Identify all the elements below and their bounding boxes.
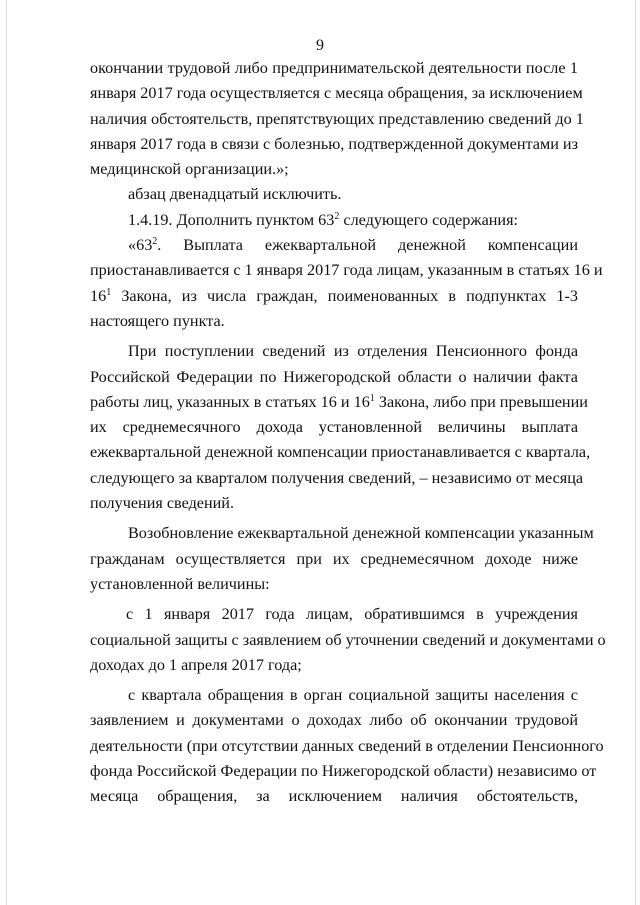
text-line: установленной величины: <box>90 574 270 593</box>
text-line: Возобновление ежеквартальной денежной компенсации указанным <box>128 524 594 543</box>
text-line: Российской Федерации по Нижегородской области о наличии факта <box>90 367 578 386</box>
text-line: работы лиц, указанных в статьях 16 и $16^1$ Закона, либо при превышении <box>90 392 588 411</box>
text-line: медицинской организации.»; <box>90 160 289 179</box>
text-line: месяца обращения, за исключением наличия обстоятельств, <box>90 787 578 806</box>
paragraph-clause-1-4-19 <box>90 208 578 233</box>
text-line: деятельности (при отсутствии данных сведений в отделении Пенсионного <box>90 736 604 755</box>
paragraph-pension-fund <box>90 339 591 516</box>
scan-edge-right <box>635 0 636 905</box>
text-line: фонда Российской Федерации по Нижегородской области) независимо от <box>90 762 597 781</box>
paragraph-resumption <box>90 521 594 597</box>
paragraph-exclude <box>90 182 578 207</box>
document-body <box>90 56 606 810</box>
text-line: окончании трудовой либо предпринимательской деятельности после 1 <box>90 59 578 77</box>
text-line: При поступлении сведений из отделения Пенсионного фонда <box>128 342 578 361</box>
text-line: доходах до 1 апреля 2017 года; <box>90 655 302 674</box>
text-line: с 1 января 2017 года лицам, обратившимся в учреждения <box>126 605 578 624</box>
text-line: приостанавливается с 1 января 2017 года лицам, указанным в статьях 16 и <box>90 261 603 280</box>
text-line: получения сведений. <box>90 494 235 513</box>
text-line: января 2017 года в связи с болезнью, подтвержденной документами из <box>90 134 578 153</box>
text-line: социальной защиты с заявлением об уточнении сведений и документами о <box>90 630 606 649</box>
page-number: 9 <box>316 37 324 54</box>
text-line: наличия обстоятельств, препятствующих представлению сведений до 1 <box>90 109 584 128</box>
text-line: их среднемесячного дохода установленной величины выплата <box>90 418 578 437</box>
paragraph-from-quarter <box>90 683 604 809</box>
paragraph-item-63-2 <box>90 233 603 334</box>
paragraph-from-january <box>90 602 606 678</box>
text-line: с квартала обращения в орган социальной защиты населения с <box>128 686 578 705</box>
text-line: гражданам осуществляется при их среднемесячном доходе ниже <box>90 549 578 568</box>
text-line: ежеквартальной денежной компенсации приостанавливается с квартала, <box>90 443 591 462</box>
text-line: $16^1$ Закона, из числа граждан, поименованных в подпунктах 1-3 <box>90 286 578 305</box>
text-line: абзац двенадцатый исключить. <box>128 185 342 204</box>
scan-edge-left <box>6 0 7 905</box>
text-line: 1.4.19. Дополнить пунктом $63^2$ следующего содержания: <box>128 210 519 229</box>
text-line: настоящего пункта. <box>90 311 225 330</box>
text-line: следующего за кварталом получения сведений, – независимо от месяца <box>90 468 584 487</box>
text-line: «$63^2$. Выплата ежеквартальной денежной компенсации <box>128 236 578 255</box>
paragraph-continuation <box>90 56 584 182</box>
text-line: января 2017 года осуществляется с месяца обращения, за исключением <box>90 84 583 103</box>
text-line: заявлением и документами о доходах либо об окончании трудовой <box>90 711 578 730</box>
